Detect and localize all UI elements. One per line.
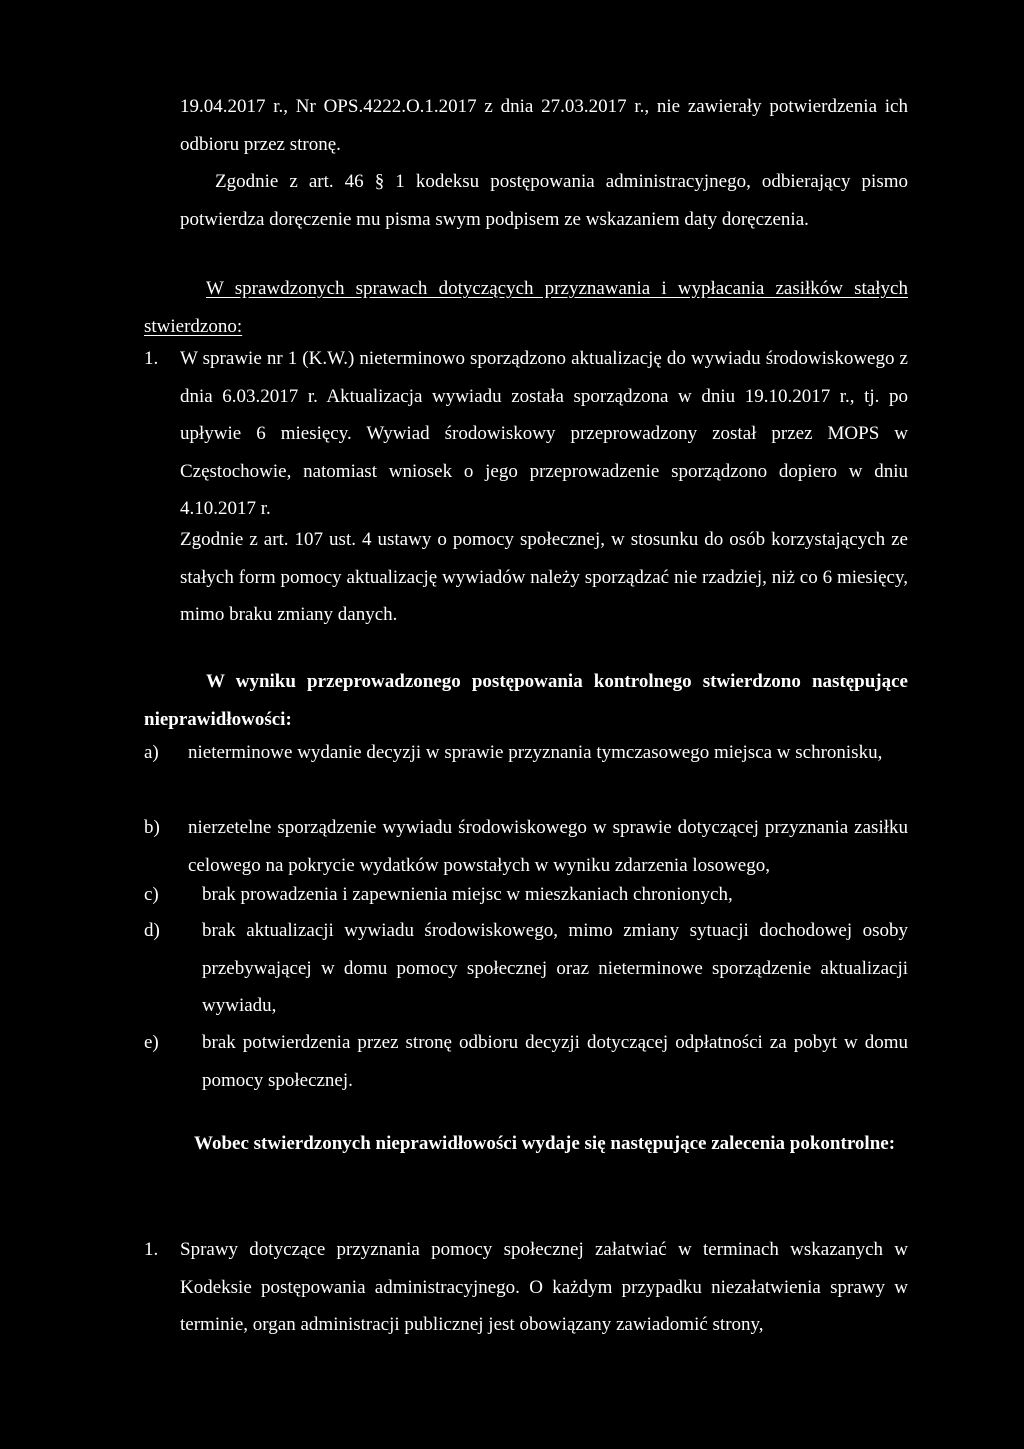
heading-zasilki-text: W sprawdzonych sprawach dotyczących przyznawania i wypłacania zasiłków stałych stwierdzono: [144, 278, 908, 337]
heading-recommendations [144, 1125, 908, 1163]
irregularity-label: b) [144, 817, 160, 838]
irregularity-b [144, 809, 908, 884]
recommendation-1 [144, 1231, 908, 1344]
heading-recommendations-text: Wobec stwierdzonych nieprawidłowości wydaje się następujące zalecenia pokontrolne: [194, 1133, 896, 1154]
irregularity-label: a) [144, 742, 159, 763]
heading-zasilki-stale [144, 270, 908, 345]
irregularity-label: c) [144, 884, 159, 905]
irregularity-text: brak prowadzenia i zapewnienia miejsc w mieszkaniach chronionych, [202, 884, 733, 905]
irregularity-label: e) [144, 1032, 159, 1053]
irregularity-e [144, 1024, 908, 1099]
irregularity-c [144, 876, 908, 914]
paragraph-art107: Zgodnie z art. 107 ust. 4 ustawy o pomocy społecznej, w stosunku do osób korzystających ze stałych form pomocy aktualizację wywiadów należy sporządzać nie rzadziej, niż co 6 miesięcy, mimo braku zmiany danych. [180, 529, 908, 625]
recommendation-1-number: 1. [144, 1239, 159, 1260]
irregularity-label: d) [144, 920, 160, 941]
irregularity-a [144, 734, 908, 772]
finding-1-number: 1. [144, 348, 159, 369]
finding-1 [144, 340, 908, 528]
finding-1-text: W sprawie nr 1 (K.W.) nieterminowo sporządzono aktualizację do wywiadu środowiskowego z dnia 6.03.2017 r. Aktualizacja wywiadu została sporządzona w dniu 19.10.2017 r., tj. po upływie 6 miesięcy. Wywiad środowiskowy przeprowadzony został przez MOPS w Częstochowie, natomiast wniosek o jego przeprowadzenie sporządzono dopiero w dniu 4.10.2017 r. [180, 348, 908, 519]
irregularity-text: brak aktualizacji wywiadu środowiskowego, mimo zmiany sytuacji dochodowej osoby przebywającej w domu pomocy społecznej oraz nieterminowe sporządzenie aktualizacji wywiadu, [202, 920, 908, 1016]
irregularity-text: nierzetelne sporządzenie wywiadu środowiskowego w sprawie dotyczącej przyznania zasiłku celowego na pokrycie wydatków powstałych w wyniku zdarzenia losowego, [188, 817, 908, 876]
irregularity-d [144, 912, 908, 1025]
heading-irregularities [144, 663, 908, 738]
irregularity-text: nieterminowe wydanie decyzji w sprawie przyznania tymczasowego miejsca w schronisku, [188, 742, 883, 763]
heading-irregularities-text: W wyniku przeprowadzonego postępowania kontrolnego stwierdzono następujące nieprawidłowości: [144, 671, 908, 730]
recommendation-1-text: Sprawy dotyczące przyznania pomocy społecznej załatwiać w terminach wskazanych w Kodeksie postępowania administracyjnego. O każdym przypadku niezałatwienia sprawy w terminie, organ administracji publicznej jest obowiązany zawiadomić strony, [180, 1239, 908, 1335]
paragraph-art46 [180, 163, 908, 238]
irregularity-text: brak potwierdzenia przez stronę odbioru decyzji dotyczącej odpłatności za pobyt w domu pomocy społecznej. [202, 1032, 908, 1091]
paragraph-continuation: 19.04.2017 r., Nr OPS.4222.O.1.2017 z dnia 27.03.2017 r., nie zawierały potwierdzenia ich odbioru przez stronę. [180, 96, 908, 155]
paragraph-art46-text: Zgodnie z art. 46 § 1 kodeksu postępowania administracyjnego, odbierający pismo potwierdza doręczenie mu pisma swym podpisem ze wskazaniem daty doręczenia. [180, 171, 908, 230]
